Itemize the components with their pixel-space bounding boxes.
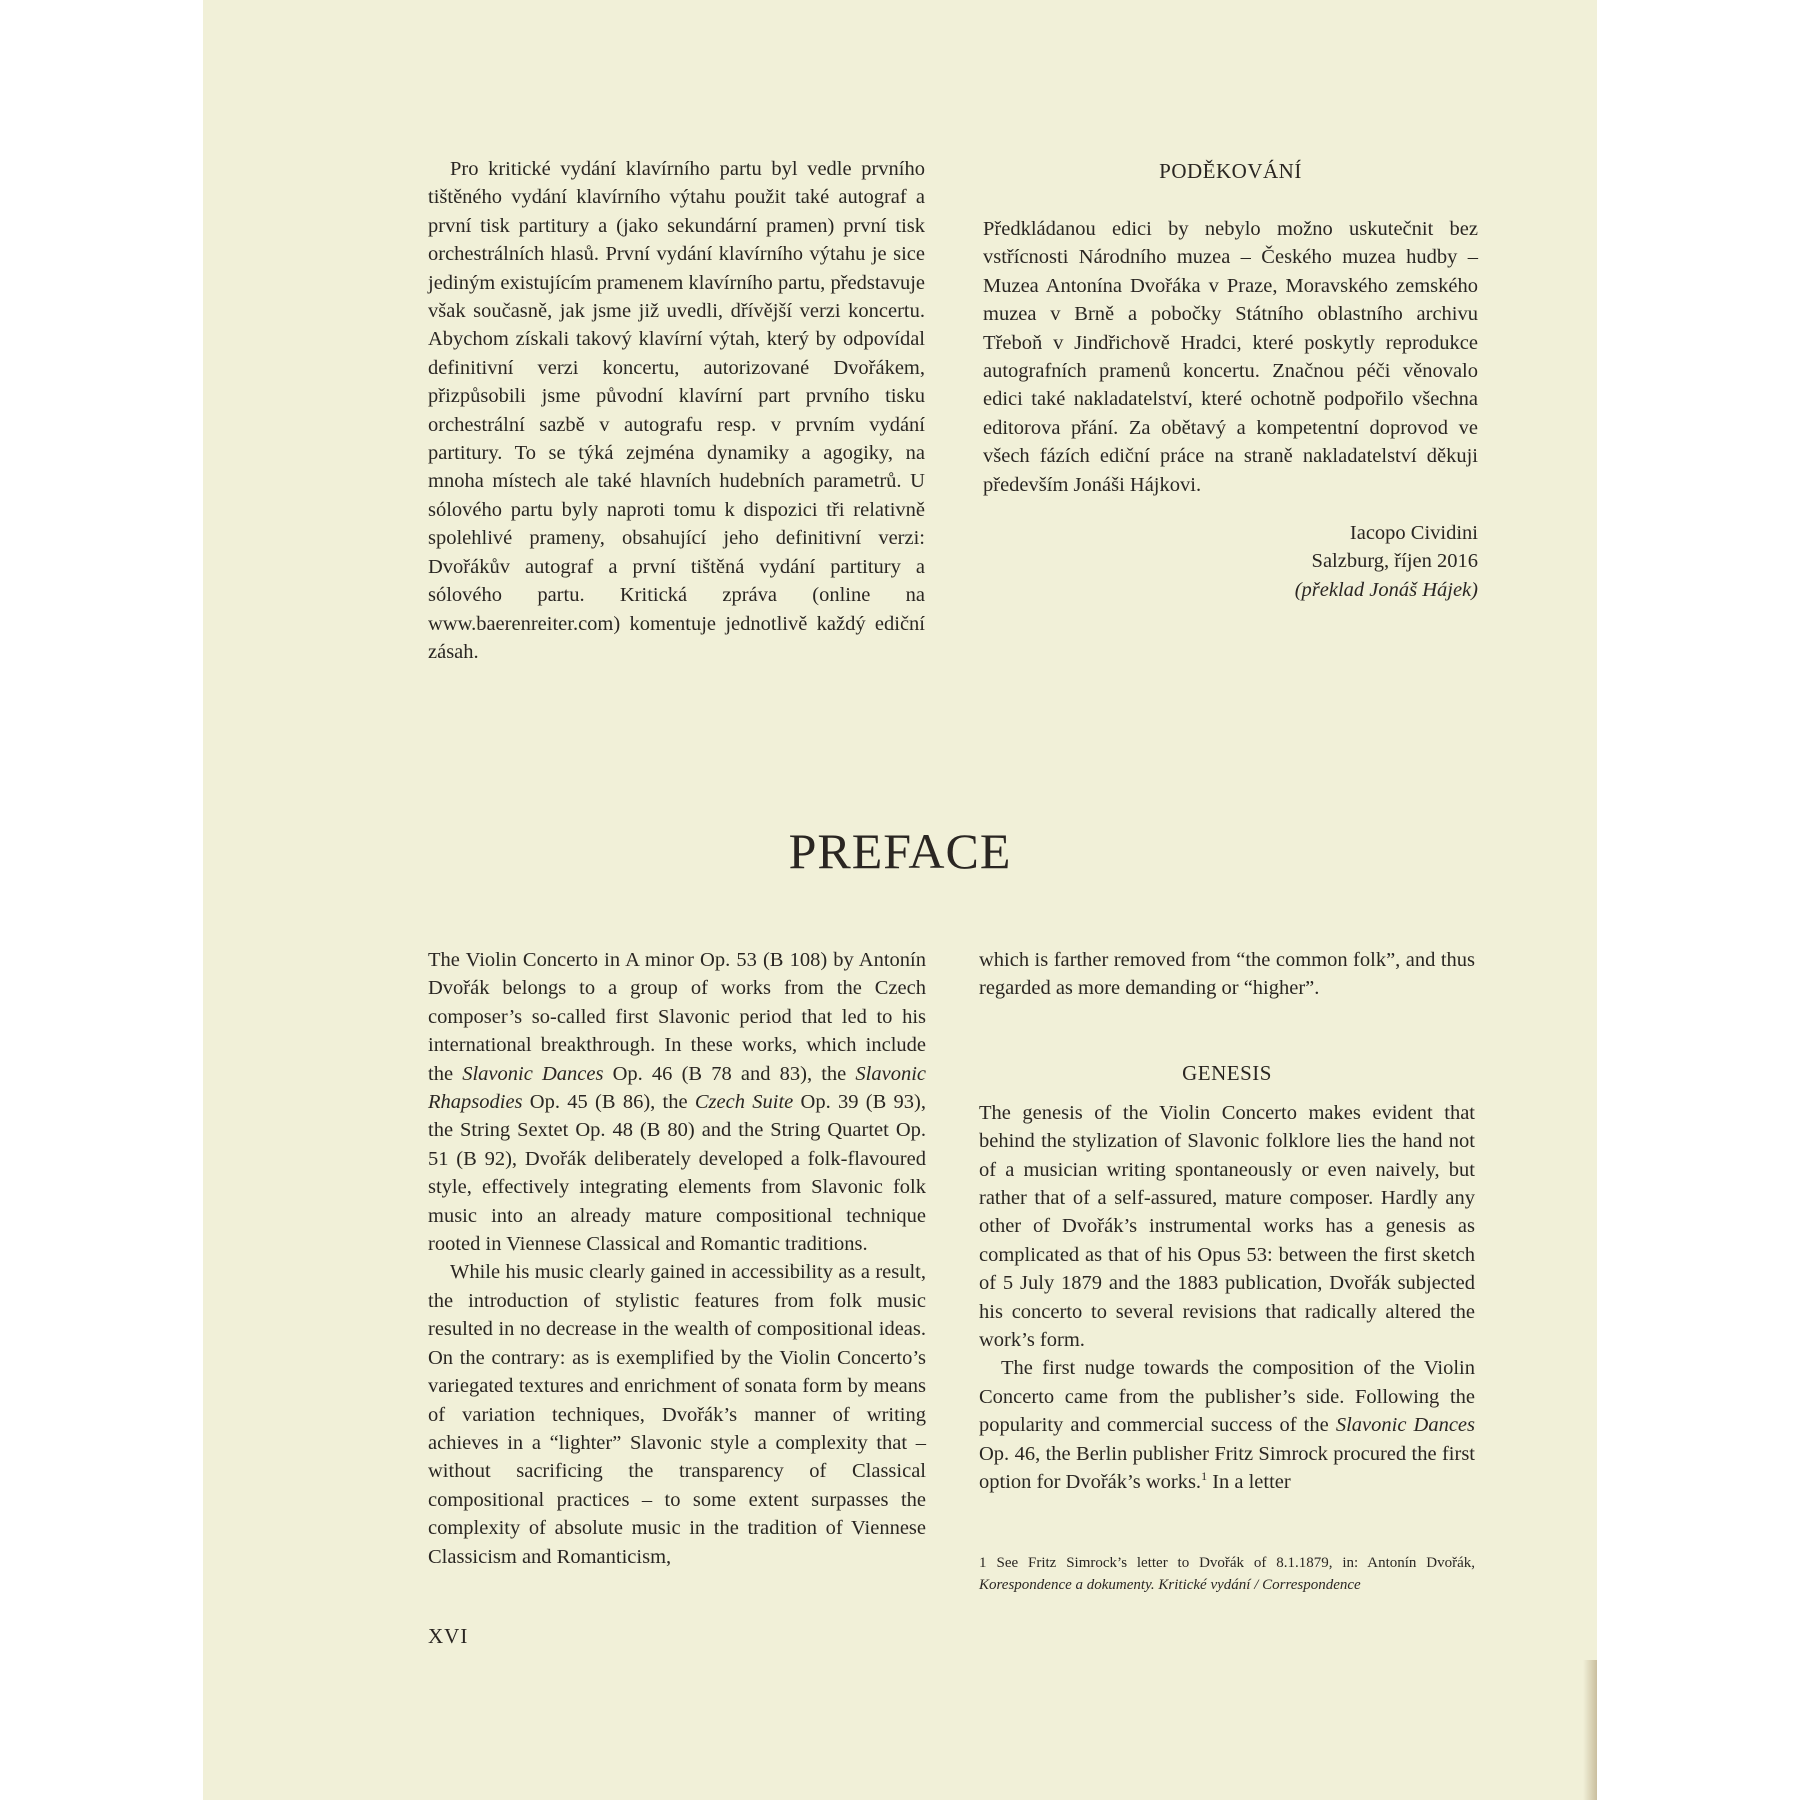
signature-translator: (překlad Jonáš Hájek): [1294, 578, 1478, 601]
acknowledgement-heading: PODĚKOVÁNÍ: [1159, 159, 1302, 183]
signature-place-date: Salzburg, říjen 2016: [1311, 550, 1478, 573]
preface-paragraph-1: [428, 946, 926, 1258]
footnote-number: 1: [979, 1555, 987, 1571]
work-title: Slavonic Dances: [1335, 1414, 1475, 1437]
signature-block: [983, 519, 1478, 604]
work-title: Czech Suite: [694, 1091, 794, 1114]
text-run: Op. 46 (B 78 and 83), the: [603, 1062, 856, 1085]
signature-name: Iacopo Cividini: [1349, 522, 1478, 545]
preface-paragraph-2: While his music clearly gained in accessibility as a result, the introduction of stylistic features from folk music resulted in no decrease in the wealth of compositional ideas. On the contrary: as is exemplified by the Violin Concerto’s variegated textures and enrichment of sonata form by means of variation techniques, Dvořák’s manner of writing achieves in a “lighter” Slavonic style a complexity that – without sacrificing the transparency of Classical compositional practices – to some extent surpasses the complexity of absolute music in the tradition of Viennese Classicism and Romanticism,: [428, 1261, 926, 1568]
text-run: In a letter: [1207, 1471, 1291, 1494]
genesis-paragraph-2: [979, 1354, 1475, 1496]
czech-paragraph: Pro kritické vydání klavírního partu byl vedle prvního tištěného vydání klavírního výtahu použit také autograf a první tisk partitury a (jako sekundární pramen) první tisk orchestrálních hlasů. První vydání klavírního výtahu je sice jediným existujícím pramenem klavírního partu, představuje však současně, jak jsme již uvedli, dřívější verzi koncertu. Abychom získali takový klavírní výtah, který by odpovídal definitivní verzi koncertu, autorizované Dvořákem, přizpůsobili jsme původní klavírní part prvního tisku orchestrální sazbě v autografu resp. v prvním vydání partitury. To se týká zejména dynamiky a agogiky, na mnoha místech ale také hlavních hudebních parametrů. U sólového partu byly naproti tomu k dispozici tři relativně spolehlivé prameny, obsahující jeho definitivní verzi: Dvořákův autograf a první tištěná vydání partitury a sólového partu. Kritická zpráva (online na www.baerenreiter.​com) komentuje jednotlivě každý ediční zásah.: [428, 158, 925, 663]
text-run: Op. 45 (B 86), the: [522, 1091, 695, 1114]
genesis-paragraph-1: The genesis of the Violin Concerto makes evident that behind the stylization of Slavonic folklore lies the hand not of a musician writing spontaneously or even naively, but rather that of a self-assured, mature composer. Hardly any other of Dvořák’s instrumental works has a genesis as complicated as that of his Opus 53: between the first sketch of 5 July 1879 and the 1883 publication, Dvořák subjected his concerto to several revisions that radically altered the work’s form.: [979, 1101, 1475, 1352]
genesis-heading: GENESIS: [1182, 1060, 1272, 1085]
book-page: [203, 0, 1597, 1800]
text-run: Op. 39 (B 93), the String Sextet Op. 48 (B 80) and the String Quartet Op. 51 (B 92), Dvořák deliberately developed a folk-flavoured style, effectively integrating elements from Slavonic folk music into an already mature compositional technique rooted in Viennese Classical and Romantic traditions.: [428, 1091, 926, 1256]
footnote-reference: 1: [1201, 1469, 1208, 1484]
footnote: [979, 1552, 1475, 1596]
page-number: XVI: [428, 1624, 469, 1648]
footnote-title: Korespondence a dokumenty. Kritické vydání / Correspondence: [979, 1577, 1361, 1593]
preface-continuation: which is farther removed from “the common folk”, and thus regarded as more demanding or “higher”.: [979, 949, 1475, 1000]
page-edge-shadow: [1583, 1660, 1597, 1800]
work-title: Slavonic Rhapsodies: [428, 1062, 927, 1114]
preface-left-column: [428, 946, 926, 1571]
text-run: The first nudge towards the composition of the Violin Concerto came from the publisher’s side. Following the popularity and commercial success of the: [979, 1357, 1475, 1437]
preface-right-column: [979, 946, 1475, 1497]
text-run: Op. 46, the Berlin publisher Fritz Simrock procured the first option for Dvořák’s works.: [979, 1442, 1475, 1494]
czech-left-column: [428, 155, 925, 666]
acknowledgement-column: [983, 155, 1478, 604]
preface-title: PREFACE: [788, 823, 1012, 879]
acknowledgement-text: Předkládanou edici by nebylo možno uskutečnit bez vstřícnosti Národního muzea – Českého muzea hudby – Muzea Antonína Dvořáka v Praze, Moravského zemského muzea v Brně a pobočky Státního oblastního archivu Třeboň v Jindřichově Hradci, které poskytly reprodukce autografních pramenů koncertu. Značnou péči věnovalo edici také nakladatelství, které ochotně podpořilo všechna editorova přání. Za obětavý a kompetentní doprovod ve všech fázích ediční práce na straně nakladatelství děkuji především Jonáši Hájkovi.: [983, 218, 1478, 496]
work-title: Slavonic Dances: [462, 1062, 604, 1085]
text-run: The Violin Concerto in A minor Op. 53 (B 108) by Antonín Dvořák belongs to a group of works from the Czech composer’s so-called first Slavonic period that led to his international breakthrough. In these works, which include the: [428, 949, 926, 1085]
footnote-text: See Fritz Simrock’s letter to Dvořák of 8.1.1879, in: Antonín Dvořák,: [996, 1555, 1475, 1571]
